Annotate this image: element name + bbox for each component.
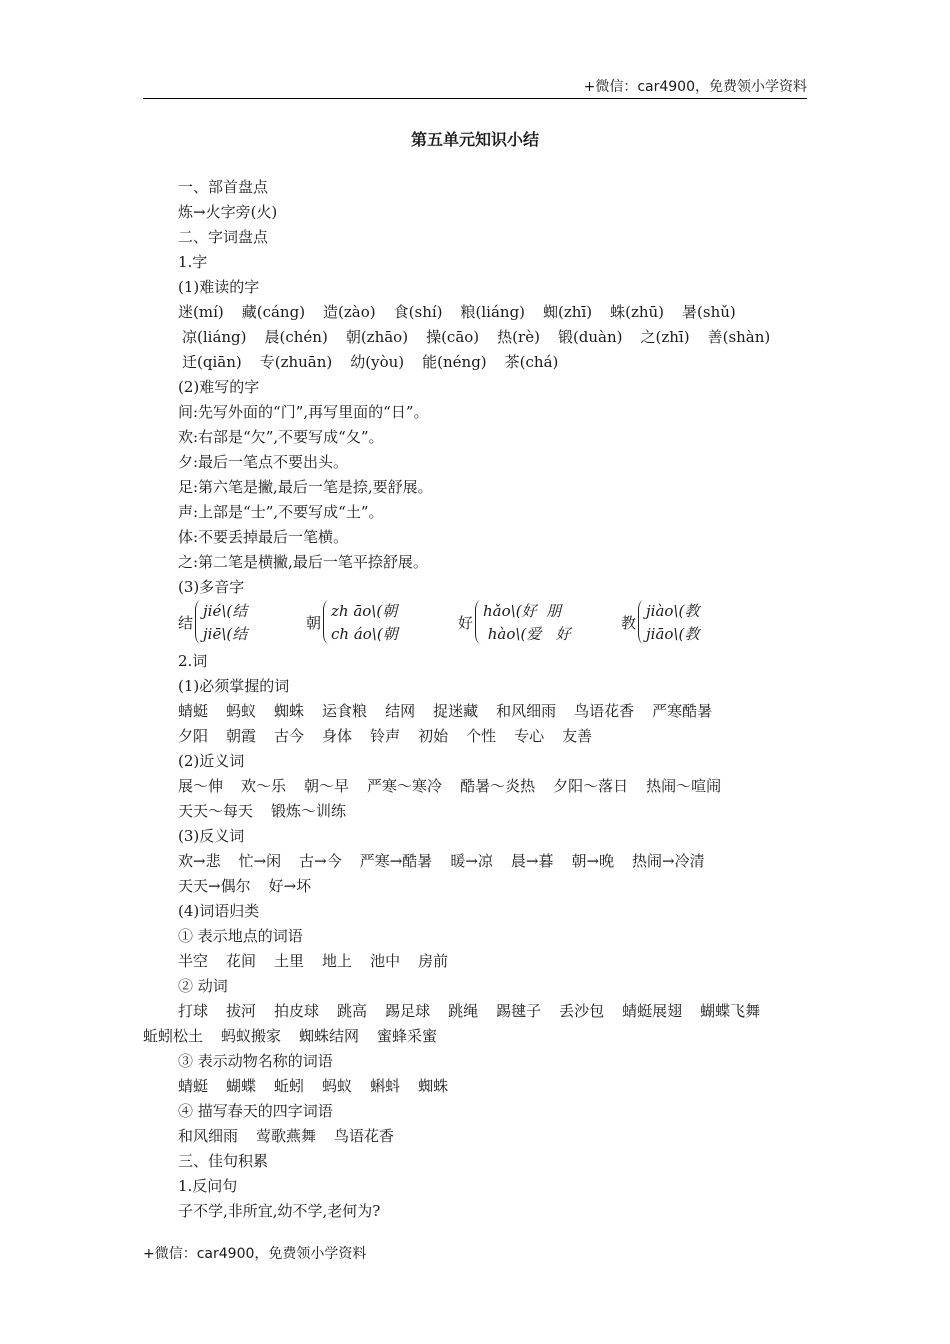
polyphone-reading: jiē\(结 bbox=[203, 625, 248, 643]
word-item: 池中 bbox=[370, 952, 401, 970]
word-item: 蜘蛛 bbox=[274, 702, 305, 720]
footer-watermark: +微信：car4900，免费领小学资料 bbox=[143, 1246, 367, 1262]
word-item: 凉(liáng) bbox=[182, 328, 247, 346]
category-heading: ② 动词 bbox=[178, 977, 228, 995]
word-list bbox=[182, 352, 558, 372]
word-item: 蛛(zhū) bbox=[610, 303, 665, 321]
word-item: 捉迷藏 bbox=[433, 702, 479, 720]
page-title: 第五单元知识小结 bbox=[410, 130, 539, 149]
polyphone-char: 教 bbox=[621, 614, 637, 632]
word-item: 打球 bbox=[178, 1002, 209, 1020]
word-list bbox=[143, 1026, 437, 1046]
word-item: 古→今 bbox=[299, 852, 342, 870]
word-item: 好→坏 bbox=[268, 877, 312, 895]
word-item: 藏(cáng) bbox=[241, 303, 306, 321]
word-item: 蜻蜓展翅 bbox=[622, 1002, 683, 1020]
word-item: 蜘(zhī) bbox=[543, 303, 593, 321]
word-list bbox=[182, 327, 770, 347]
word-item: 蚯蚓 bbox=[274, 1077, 305, 1095]
text-line: 子不学,非所宜,幼不学,老何为? bbox=[178, 1202, 381, 1220]
word-item: 朝(zhāo) bbox=[345, 328, 409, 346]
polyphone-reading: jiào\(教 bbox=[646, 602, 719, 620]
category-heading: ① 表示地点的词语 bbox=[178, 927, 303, 945]
polyphone-char: 好 bbox=[458, 614, 474, 632]
word-list bbox=[178, 801, 346, 821]
subsection-heading: (4)词语归类 bbox=[178, 902, 260, 920]
word-item: 蜜蜂采蜜 bbox=[377, 1027, 438, 1045]
word-item: 严寒～寒冷 bbox=[367, 777, 443, 795]
word-item: 幼(yòu) bbox=[350, 353, 405, 371]
word-item: 踢足球 bbox=[385, 1002, 431, 1020]
polyphone-reading: jiāo\(教 bbox=[646, 625, 719, 643]
word-item: 花间 bbox=[226, 952, 257, 970]
category-heading: ④ 描写春天的四字词语 bbox=[178, 1102, 333, 1120]
text-line: 之:第二笔是横撇,最后一笔平捺舒展。 bbox=[178, 553, 428, 571]
word-item: 天天→偶尔 bbox=[178, 877, 251, 895]
polyphone-reading: hào\(爱 好 bbox=[483, 625, 571, 643]
word-item: 蚂蚁 bbox=[226, 702, 257, 720]
polyphone-group bbox=[621, 598, 753, 646]
word-item: 蜘蛛 bbox=[418, 1077, 449, 1095]
word-list bbox=[178, 701, 712, 721]
word-item: 初始 bbox=[418, 727, 449, 745]
word-item: 古今 bbox=[274, 727, 305, 745]
word-list bbox=[178, 851, 705, 871]
word-item: 蜻蜓 bbox=[178, 702, 209, 720]
word-item: 个性 bbox=[466, 727, 497, 745]
word-list bbox=[178, 726, 592, 746]
word-item: 造(zào) bbox=[323, 303, 376, 321]
word-list bbox=[178, 951, 448, 971]
word-item: 严寒酷暑 bbox=[652, 702, 713, 720]
word-item: 展～伸 bbox=[178, 777, 224, 795]
word-item: 热闹～喧闹 bbox=[646, 777, 722, 795]
word-item: 蝴蝶飞舞 bbox=[700, 1002, 761, 1020]
word-item: 跳高 bbox=[337, 1002, 368, 1020]
text-line: 体:不要丢掉最后一笔横。 bbox=[178, 528, 349, 546]
category-heading: ③ 表示动物名称的词语 bbox=[178, 1052, 333, 1070]
word-item: 蝴蝶 bbox=[226, 1077, 257, 1095]
word-item: 专(zhuān) bbox=[259, 353, 333, 371]
word-item: 热闹→冷清 bbox=[632, 852, 705, 870]
subsection-heading: (2)近义词 bbox=[178, 752, 245, 770]
word-list bbox=[178, 1126, 394, 1146]
word-item: 跳绳 bbox=[448, 1002, 479, 1020]
word-item: 和风细雨 bbox=[496, 702, 557, 720]
header-divider bbox=[143, 98, 807, 99]
word-item: 严寒→酷暑 bbox=[359, 852, 433, 870]
text-line: 炼→火字旁(火) bbox=[178, 203, 278, 221]
polyphone-group bbox=[458, 598, 608, 646]
subsection-heading: (3)反义词 bbox=[178, 827, 245, 845]
word-item: 朝霞 bbox=[226, 727, 257, 745]
brace-icon bbox=[638, 600, 644, 644]
word-item: 鸟语花香 bbox=[574, 702, 635, 720]
word-item: 能(néng) bbox=[422, 353, 487, 371]
word-item: 暑(shǔ) bbox=[682, 303, 736, 321]
brace-icon bbox=[195, 600, 201, 644]
word-list bbox=[178, 1076, 448, 1096]
polyphone-reading: ch áo\(朝 bbox=[331, 625, 413, 643]
text-line: 夕:最后一笔点不要出头。 bbox=[178, 453, 349, 471]
polyphone-reading: zh āo\(朝 bbox=[331, 602, 417, 620]
word-item: 半空 bbox=[178, 952, 209, 970]
word-item: 友善 bbox=[562, 727, 593, 745]
subsection-heading: (2)难写的字 bbox=[178, 378, 260, 396]
polyphone-group bbox=[178, 598, 290, 646]
word-item: 之(zhī) bbox=[640, 328, 690, 346]
subsection-heading: (3)多音字 bbox=[178, 578, 245, 596]
word-item: 丢沙包 bbox=[559, 1002, 605, 1020]
text-line: 欢:右部是“欠”,不要写成“夂”。 bbox=[178, 428, 384, 446]
word-item: 地上 bbox=[322, 952, 353, 970]
word-item: 土里 bbox=[274, 952, 305, 970]
header-watermark: +微信：car4900，免费领小学资料 bbox=[583, 79, 807, 95]
brace-icon bbox=[475, 600, 481, 644]
word-list bbox=[178, 302, 736, 322]
text-line: 声:上部是“士”,不要写成“土”。 bbox=[178, 503, 384, 521]
word-item: 和风细雨 bbox=[178, 1127, 239, 1145]
word-item: 酷暑～炎热 bbox=[460, 777, 536, 795]
word-item: 晨(chén) bbox=[264, 328, 328, 346]
subsection-heading: 1.反问句 bbox=[178, 1177, 238, 1195]
section-heading: 三、佳句积累 bbox=[178, 1152, 269, 1170]
word-item: 蜘蛛结网 bbox=[299, 1027, 360, 1045]
word-item: 茶(chá) bbox=[504, 353, 559, 371]
word-list bbox=[178, 1001, 760, 1021]
word-item: 朝～早 bbox=[304, 777, 350, 795]
word-item: 拍皮球 bbox=[274, 1002, 320, 1020]
word-item: 操(cāo) bbox=[426, 328, 480, 346]
polyphone-reading: hǎo\(好 朋 bbox=[483, 602, 571, 620]
word-item: 莺歌燕舞 bbox=[256, 1127, 317, 1145]
word-item: 暖→凉 bbox=[450, 852, 493, 870]
brace-icon bbox=[323, 600, 329, 644]
word-item: 迁(qiān) bbox=[182, 353, 242, 371]
polyphone-reading: jié\(结 bbox=[203, 602, 248, 620]
word-item: 善(shàn) bbox=[707, 328, 771, 346]
word-item: 欢～乐 bbox=[241, 777, 287, 795]
word-item: 专心 bbox=[514, 727, 545, 745]
word-item: 踢毽子 bbox=[496, 1002, 542, 1020]
word-item: 热(rè) bbox=[497, 328, 540, 346]
polyphone-group bbox=[306, 598, 446, 646]
subsection-heading: (1)必须掌握的词 bbox=[178, 677, 290, 695]
word-item: 运食粮 bbox=[322, 702, 368, 720]
word-item: 蜻蜓 bbox=[178, 1077, 209, 1095]
word-item: 蝌蚪 bbox=[370, 1077, 401, 1095]
subsection-heading: 2.词 bbox=[178, 652, 208, 670]
word-list bbox=[178, 776, 721, 796]
word-item: 迷(mí) bbox=[178, 303, 224, 321]
word-item: 朝→晚 bbox=[571, 852, 615, 870]
text-line: 足:第六笔是撇,最后一笔是捺,要舒展。 bbox=[178, 478, 433, 496]
polyphone-char: 朝 bbox=[306, 614, 322, 632]
word-item: 鸟语花香 bbox=[334, 1127, 395, 1145]
word-item: 身体 bbox=[322, 727, 353, 745]
word-item: 蚯蚓松土 bbox=[143, 1027, 204, 1045]
word-item: 结网 bbox=[385, 702, 416, 720]
word-item: 铃声 bbox=[370, 727, 401, 745]
subsection-heading: 1.字 bbox=[178, 253, 208, 271]
polyphone-char: 结 bbox=[178, 614, 194, 632]
word-item: 蚂蚁 bbox=[322, 1077, 353, 1095]
subsection-heading: (1)难读的字 bbox=[178, 278, 260, 296]
word-item: 忙→闲 bbox=[238, 852, 282, 870]
word-item: 夕阳 bbox=[178, 727, 209, 745]
word-item: 拔河 bbox=[226, 1002, 257, 1020]
word-item: 房前 bbox=[418, 952, 449, 970]
word-item: 欢→悲 bbox=[178, 852, 221, 870]
word-item: 锻(duàn) bbox=[557, 328, 623, 346]
word-item: 粮(liáng) bbox=[460, 303, 526, 321]
section-heading: 一、部首盘点 bbox=[178, 178, 269, 196]
word-item: 晨→暮 bbox=[510, 852, 554, 870]
word-item: 食(shí) bbox=[393, 303, 443, 321]
word-item: 夕阳～落日 bbox=[553, 777, 629, 795]
section-heading: 二、字词盘点 bbox=[178, 228, 269, 246]
word-item: 蚂蚁搬家 bbox=[221, 1027, 282, 1045]
text-line: 间:先写外面的“门”,再写里面的“日”。 bbox=[178, 403, 429, 421]
word-item: 锻炼～训练 bbox=[271, 802, 347, 820]
word-item: 天天～每天 bbox=[178, 802, 254, 820]
word-list bbox=[178, 876, 311, 896]
